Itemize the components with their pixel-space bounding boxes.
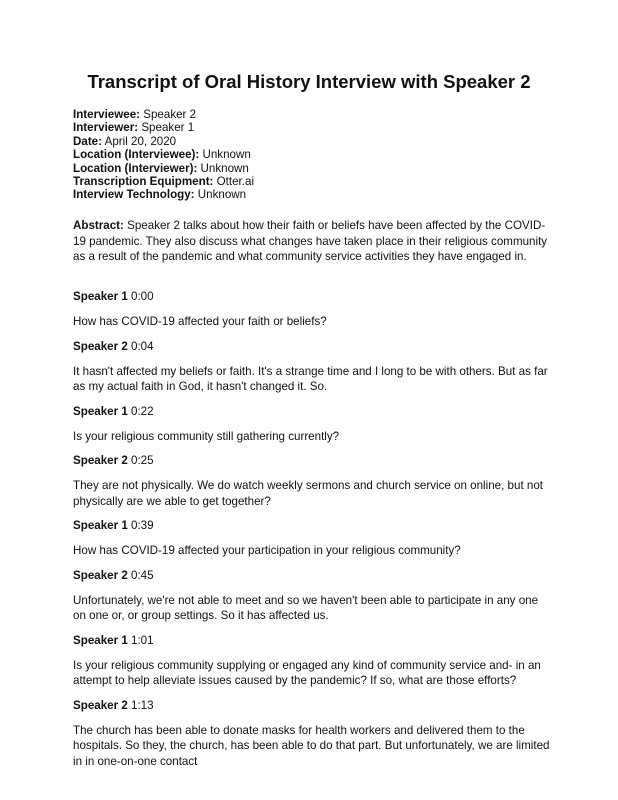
turn-header — [73, 405, 553, 419]
metadata-label: Interview Technology: — [73, 188, 195, 202]
metadata-label: Interviewee: — [73, 108, 141, 121]
metadata-location-interviewee — [73, 148, 553, 161]
turn-header — [73, 290, 553, 304]
metadata-interviewee — [73, 108, 553, 121]
metadata-value: April 20, 2020 — [102, 134, 177, 148]
turn-text: How has COVID-19 affected your faith or beliefs? — [73, 315, 327, 328]
speaker-name: Speaker 1 — [73, 519, 128, 532]
speaker-name: Speaker 2 — [73, 339, 128, 353]
turn-text: The church has been able to donate masks for health workers and delivered them to the hospitals. So they, the church, has been able to do that part. But unfortunately, we are limited in in one-on-one contact — [73, 723, 550, 768]
turn-header — [73, 454, 553, 468]
timestamp: 1:13 — [127, 698, 154, 712]
speaker-name: Speaker 1 — [73, 633, 128, 647]
metadata-label: Transcription Equipment: — [73, 175, 214, 189]
metadata-value: Speaker 2 — [140, 108, 197, 121]
timestamp: 0:25 — [127, 454, 154, 467]
turn-text: It hasn't affected my beliefs or faith. It's a strange time and I long to be with others. But as far as my actual faith in God, it hasn't changed it. So. — [73, 364, 548, 393]
metadata-interview-technology — [73, 188, 553, 201]
abstract-label: Abstract: — [73, 219, 124, 232]
speaker-name: Speaker 1 — [73, 404, 128, 418]
metadata-date — [73, 135, 553, 148]
metadata-label: Location (Interviewee): — [73, 148, 200, 162]
timestamp: 0:04 — [127, 339, 154, 353]
turn-header — [73, 519, 553, 533]
turn-header — [73, 340, 553, 354]
metadata-value: Otter.ai — [213, 175, 255, 189]
turn-header — [73, 569, 553, 583]
abstract-paragraph — [73, 218, 553, 265]
metadata-value: Unknown — [194, 188, 247, 202]
metadata-value: Unknown — [199, 148, 251, 162]
transcript-body — [73, 290, 553, 779]
abstract-text: Speaker 2 talks about how their faith or beliefs have been affected by the COVID-19 pandemic. They also discuss what changes have taken place in their religious community as a result of the pandemic and what community service activities they have engaged in. — [73, 219, 548, 263]
speaker-name: Speaker 1 — [73, 290, 128, 303]
turn-text: Is your religious community still gathering currently? — [73, 429, 340, 443]
timestamp: 0:00 — [127, 290, 154, 303]
turn-header — [73, 699, 553, 713]
timestamp: 0:22 — [127, 404, 154, 418]
speaker-name: Speaker 2 — [73, 568, 128, 582]
timestamp: 0:45 — [127, 568, 154, 582]
metadata-label: Date: — [73, 134, 102, 148]
metadata-location-interviewer — [73, 162, 553, 175]
metadata-transcription-equipment — [73, 175, 553, 188]
page-title: Transcript of Oral History Interview with Speaker 2 — [87, 71, 531, 92]
timestamp: 1:01 — [127, 633, 154, 647]
metadata-value: Unknown — [197, 161, 249, 175]
speaker-name: Speaker 2 — [73, 454, 128, 467]
turn-text: How has COVID-19 affected your participation in your religious community? — [73, 544, 461, 557]
turn-text: Unfortunately, we're not able to meet and so we haven't been able to participate in any one on one or, or group settings. So it has affected us. — [73, 593, 539, 622]
metadata-label: Interviewer: — [73, 121, 139, 135]
turn-text: They are not physically. We do watch weekly sermons and church service on online, but not physically are we able to get together? — [73, 479, 543, 508]
timestamp: 0:39 — [127, 519, 154, 532]
turn-text: Is your religious community supplying or engaged any kind of community service and- in an attempt to help alleviate issues caused by the pandemic? If so, what are those efforts? — [73, 658, 541, 687]
metadata-interviewer — [73, 121, 553, 134]
metadata-label: Location (Interviewer): — [73, 161, 198, 175]
turn-header — [73, 634, 553, 648]
interview-metadata — [73, 108, 553, 202]
metadata-value: Speaker 1 — [138, 121, 195, 135]
speaker-name: Speaker 2 — [73, 698, 128, 712]
